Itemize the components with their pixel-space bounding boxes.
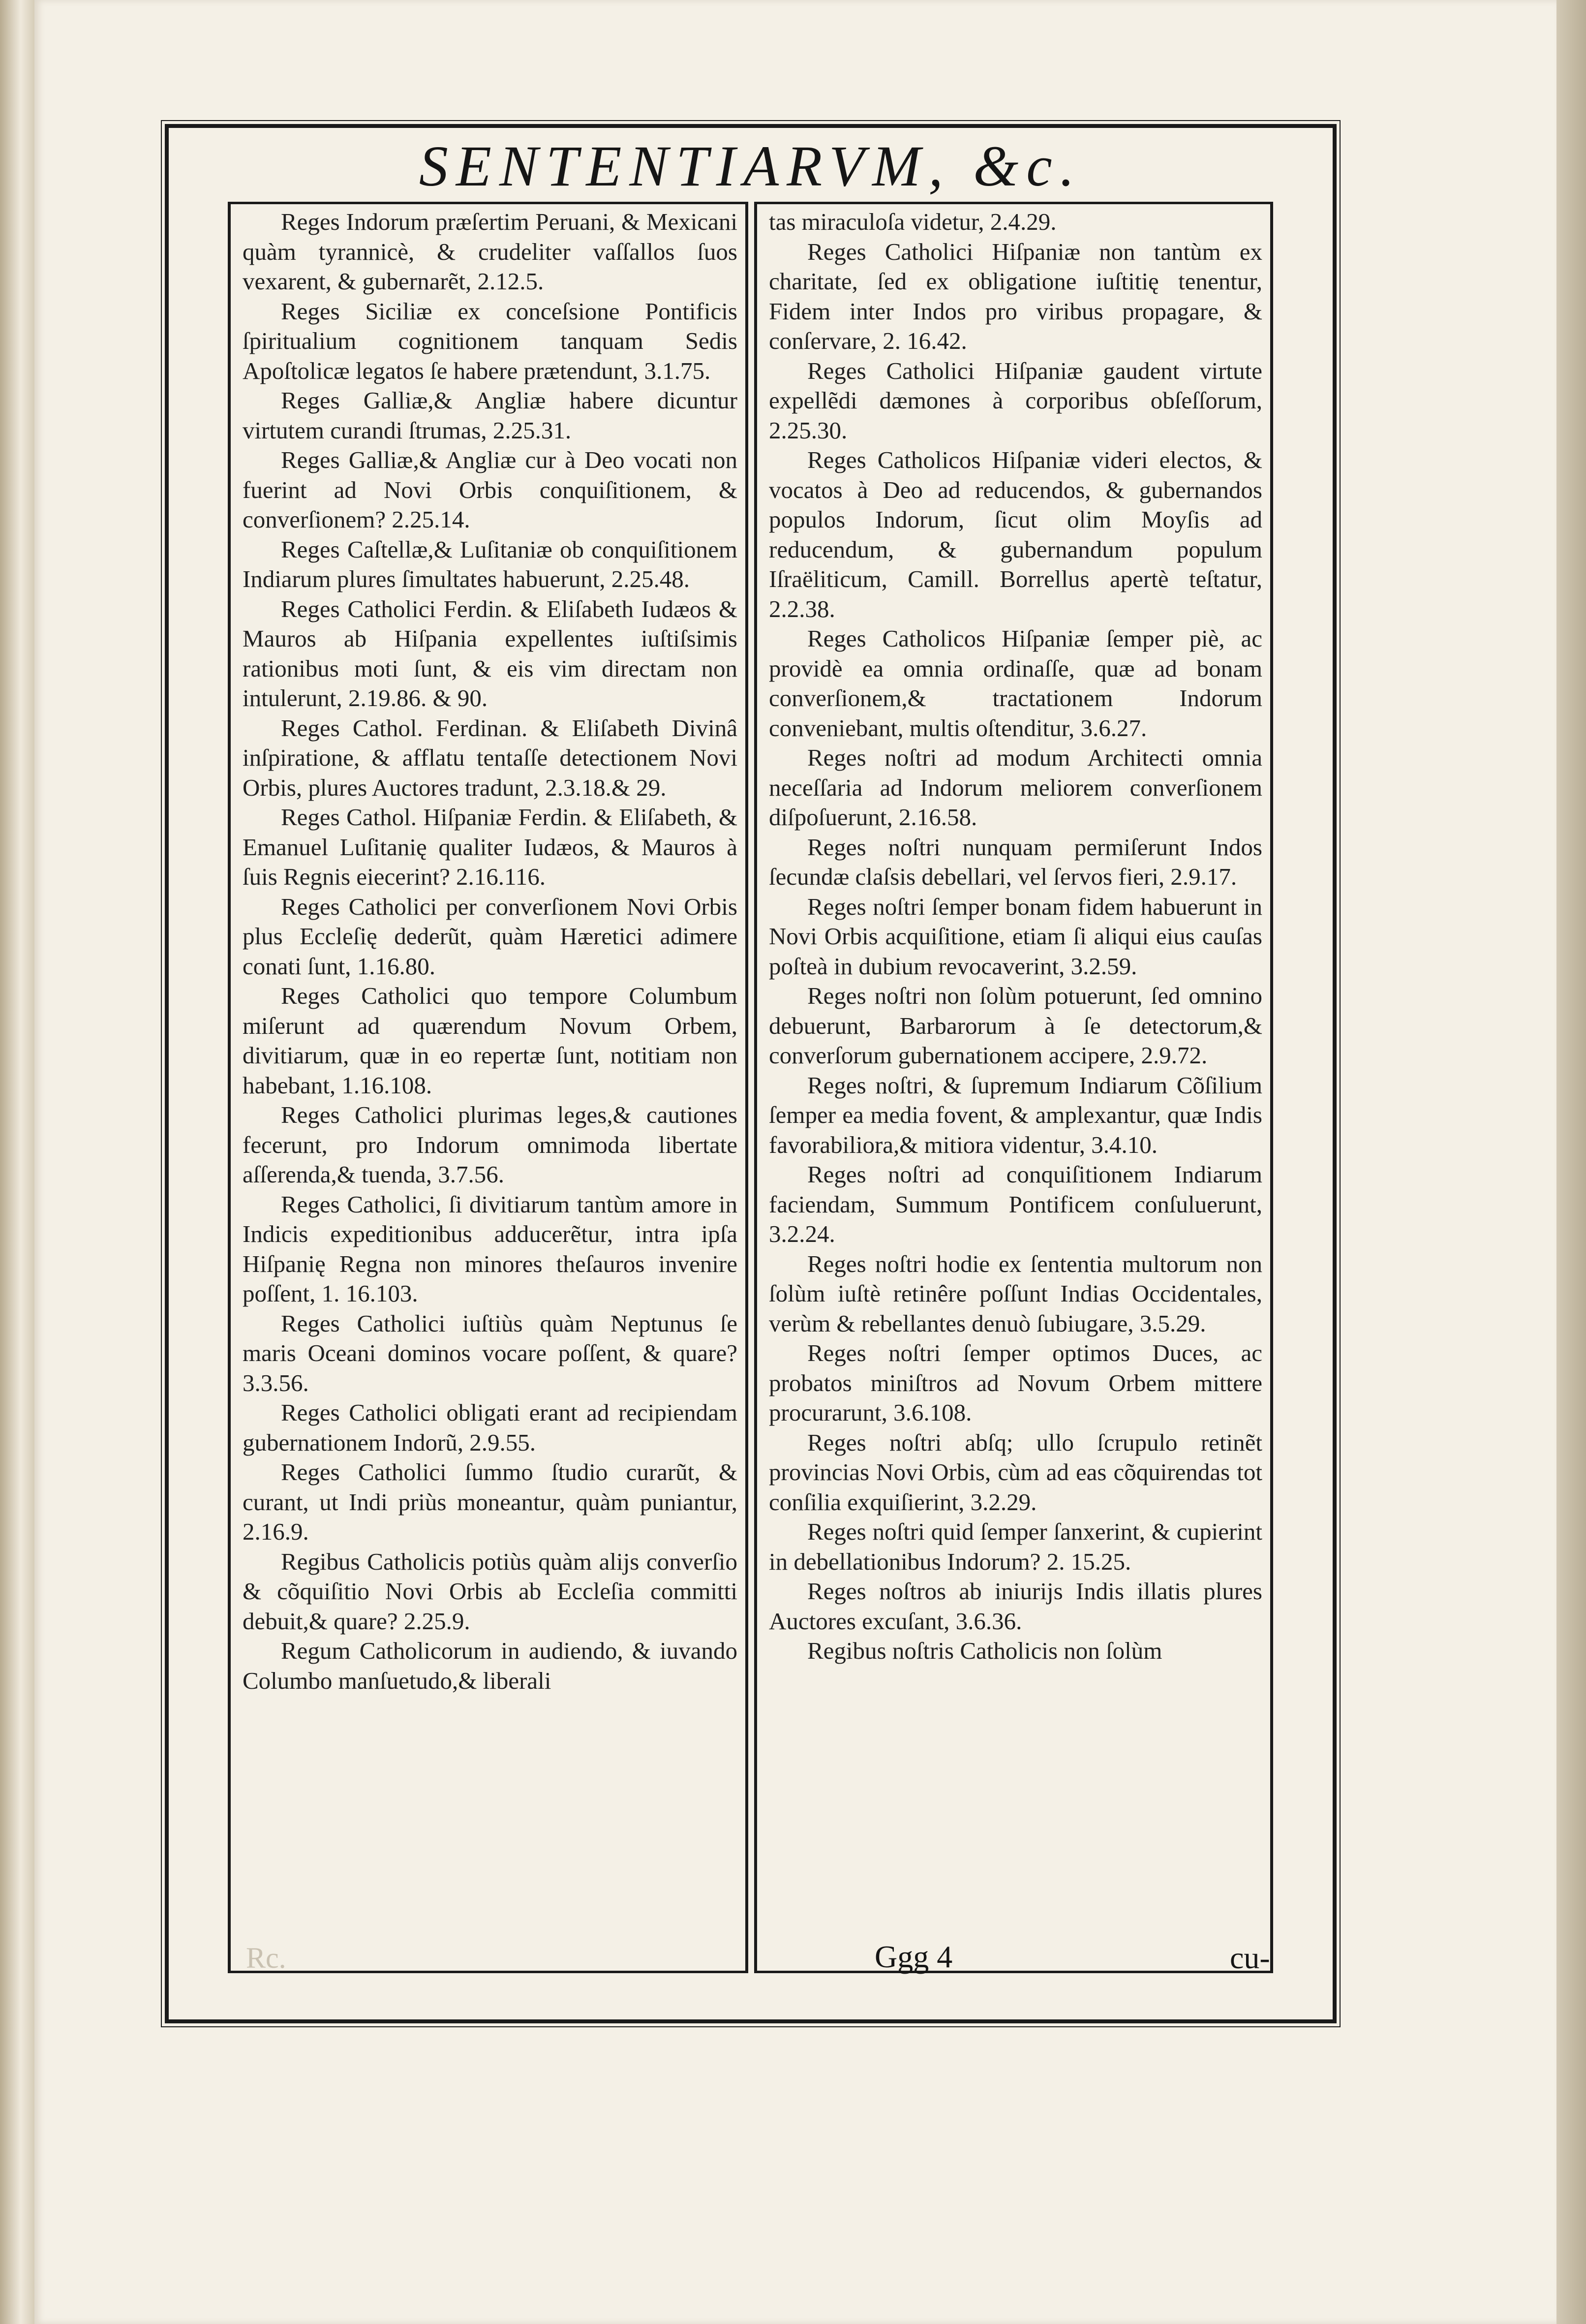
index-entry: Reges Caſtellæ,& Luſitaniæ ob conquiſitionem Indiarum plures ſimultates habuerunt, 2.25.48. (243, 535, 737, 592)
page-edge-shadow (1556, 0, 1586, 2324)
index-entry: Reges Catholici obligati erant ad recipiendam gubernationem Indorũ, 2.9.55. (243, 1399, 737, 1456)
index-entry: Reges Catholici iuſtiùs quàm Neptunus ſe maris Oceani dominos vocare poſſent, & quare? 3.3.56. (243, 1309, 737, 1396)
index-entry: Reges noſtri ſemper bonam fidem habuerunt in Novi Orbis acquiſitione, etiam ſi aliqui eius cauſas poſteà in dubium revocaverint, 3.2.59. (769, 893, 1262, 980)
left-column (228, 202, 748, 1973)
index-entry: Reges noſtri nunquam permiſerunt Indos ſecundæ claſsis debellari, vel ſervos fieri, 2.9.17. (769, 833, 1262, 890)
index-entry: Reges Catholicos Hiſpaniæ ſemper piè, ac providè ea omnia ordinaſſe, quæ ad bonam converſionem,& tractationem Indorum conveniebant, multis oſtenditur, 3.6.27. (769, 625, 1262, 742)
index-entry: Reges noſtri quid ſemper ſanxerint, & cupierint in debellationibus Indorum? 2. 15.25. (769, 1518, 1262, 1575)
index-entry: Regibus noſtris Catholicis non ſolùm (807, 1637, 1162, 1664)
index-entry: Reges noſtri ſemper optimos Duces, ac probatos miniſtros ad Novum Orbem mittere procurarunt, 3.6.108. (769, 1339, 1262, 1426)
book-page (34, 0, 1556, 2324)
catchword: cu- (1230, 1940, 1270, 1975)
right-column (754, 202, 1273, 1973)
index-entry: Reges noſtros ab iniurijs Indis illatis plures Auctores excuſant, 3.6.36. (769, 1578, 1262, 1635)
index-entry: Reges Catholici quo tempore Columbum miſerunt ad quærendum Novum Orbem, divitiarum, quæ in eo repertæ ſunt, notitiam non habebant, 1.16.108. (243, 982, 737, 1099)
continued-entry: tas miraculoſa videtur, 2.4.29. (769, 208, 1057, 235)
index-entry: Reges Indorum præſertim Peruani, & Mexicani quàm tyrannicè, & crudeliter vaſſallos ſuos vexarent, & gubernarẽt, 2.12.5. (243, 208, 737, 295)
index-entry: Reges noſtri hodie ex ſententia multorum non ſolùm iuſtè retinêre poſſunt Indias Occidentales, verùm & rebellantes denuò ſubiugare, 3.5.29. (769, 1250, 1262, 1337)
index-entry: Reges Catholici Hiſpaniæ gaudent virtute expellẽdi dæmones à corporibus obſeſſorum, 2.25.30. (769, 357, 1262, 444)
index-entry: Reges Catholici, ſi divitiarum tantùm amore in Indicis expeditionibus adducerẽtur, intra ipſa Hiſpanię Regna non minores theſauros invenire poſſent, 1. 16.103. (243, 1190, 737, 1307)
index-entry: Regum Catholicorum in audiendo, & iuvando Columbo manſuetudo,& liberali (243, 1637, 737, 1694)
index-entry: Reges Catholici per converſionem Novi Orbis plus Eccleſię dederũt, quàm Hæretici adimere conati ſunt, 1.16.80. (243, 893, 737, 980)
index-entry: Reges Cathol. Hiſpaniæ Ferdin. & Eliſabeth, & Emanuel Luſitanię qualiter Iudæos, & Mauros à ſuis Regnis eiecerint? 2.16.116. (243, 804, 737, 890)
index-entry: Reges noſtri, & ſupremum Indiarum Cõſilium ſemper ea media fovent, & amplexantur, quæ Indis favorabiliora,& mitiora videntur, 3.4.10. (769, 1071, 1262, 1158)
index-entry: Reges noſtri non ſolùm potuerunt, ſed omnino debuerunt, Barbarorum à ſe detectorum,& converſorum gubernationem accipere, 2.9.72. (769, 982, 1262, 1069)
index-entry: Reges Catholici Hiſpaniæ non tantùm ex charitate, ſed ex obligatione iuſtitię tenentur, Fidem inter Indos pro viribus propagare, & conſervare, 2. 16.42. (769, 238, 1262, 354)
index-entry: Reges noſtri ad conquiſitionem Indiarum faciendam, Summum Pontificem conſuluerunt, 3.2.24. (769, 1161, 1262, 1247)
index-entry: Reges Catholici Ferdin. & Eliſabeth Iudæos & Mauros ab Hiſpania expellentes iuſtiſsimis rationibus moti ſunt, & eis vim directam non intulerunt, 2.19.86. & 90. (243, 595, 737, 712)
index-entry: Reges Catholicos Hiſpaniæ videri electos, & vocatos à Deo ad reducendos, & gubernandos populos Indorum, ſicut olim Moyſis ad reducendum, & gubernandum populum Iſraëliticum, Camill. Borrellus apertè teſtatur, 2.2.38. (769, 446, 1262, 622)
facing-page-edge (0, 0, 34, 2324)
index-entry: Regibus Catholicis potiùs quàm alijs converſio & cõquiſitio Novi Orbis ab Eccleſia committi debuit,& quare? 2.25.9. (243, 1548, 737, 1635)
index-entry: Reges Catholici ſummo ſtudio curarũt, & curant, ut Indi priùs moneantur, quàm puniantur, 2.16.9. (243, 1458, 737, 1545)
index-entry: Reges noſtri ad modum Architecti omnia neceſſaria ad Indorum meliorem converſionem diſpoſuerunt, 2.16.58. (769, 744, 1262, 831)
index-entry: Reges Siciliæ ex conceſsione Pontificis ſpiritualium cognitionem tanquam Sedis Apoſtolicæ legatos ſe habere prætendunt, 3.1.75. (243, 297, 737, 384)
index-entry: Reges Catholici plurimas leges,& cautiones fecerunt, pro Indorum omnimoda libertate aſſerenda,& tuenda, 3.7.56. (243, 1101, 737, 1188)
index-entry: Reges noſtri abſq; ullo ſcrupulo retinẽt provincias Novi Orbis, cùm ad eas cõquirendas tot conſilia exquiſierint, 3.2.29. (769, 1428, 1262, 1516)
signature-mark: Ggg 4 (875, 1939, 953, 1974)
running-header: SENTENTIARVM, &c. (419, 134, 1083, 198)
index-entry: Reges Galliæ,& Angliæ cur à Deo vocati non fuerint ad Novi Orbis conquiſitionem, & converſionem? 2.25.14. (243, 446, 737, 533)
index-entry: Reges Galliæ,& Angliæ habere dicuntur virtutem curandi ſtrumas, 2.25.31. (243, 387, 737, 444)
page-border-frame (165, 124, 1337, 2023)
index-entry: Reges Cathol. Ferdinan. & Eliſabeth Divinâ inſpiratione, & afflatu tentaſſe detectionem Novi Orbis, plures Auctores tradunt, 2.3.18.& 29. (243, 714, 737, 801)
bleed-through-text: Rc. (246, 1942, 286, 1974)
